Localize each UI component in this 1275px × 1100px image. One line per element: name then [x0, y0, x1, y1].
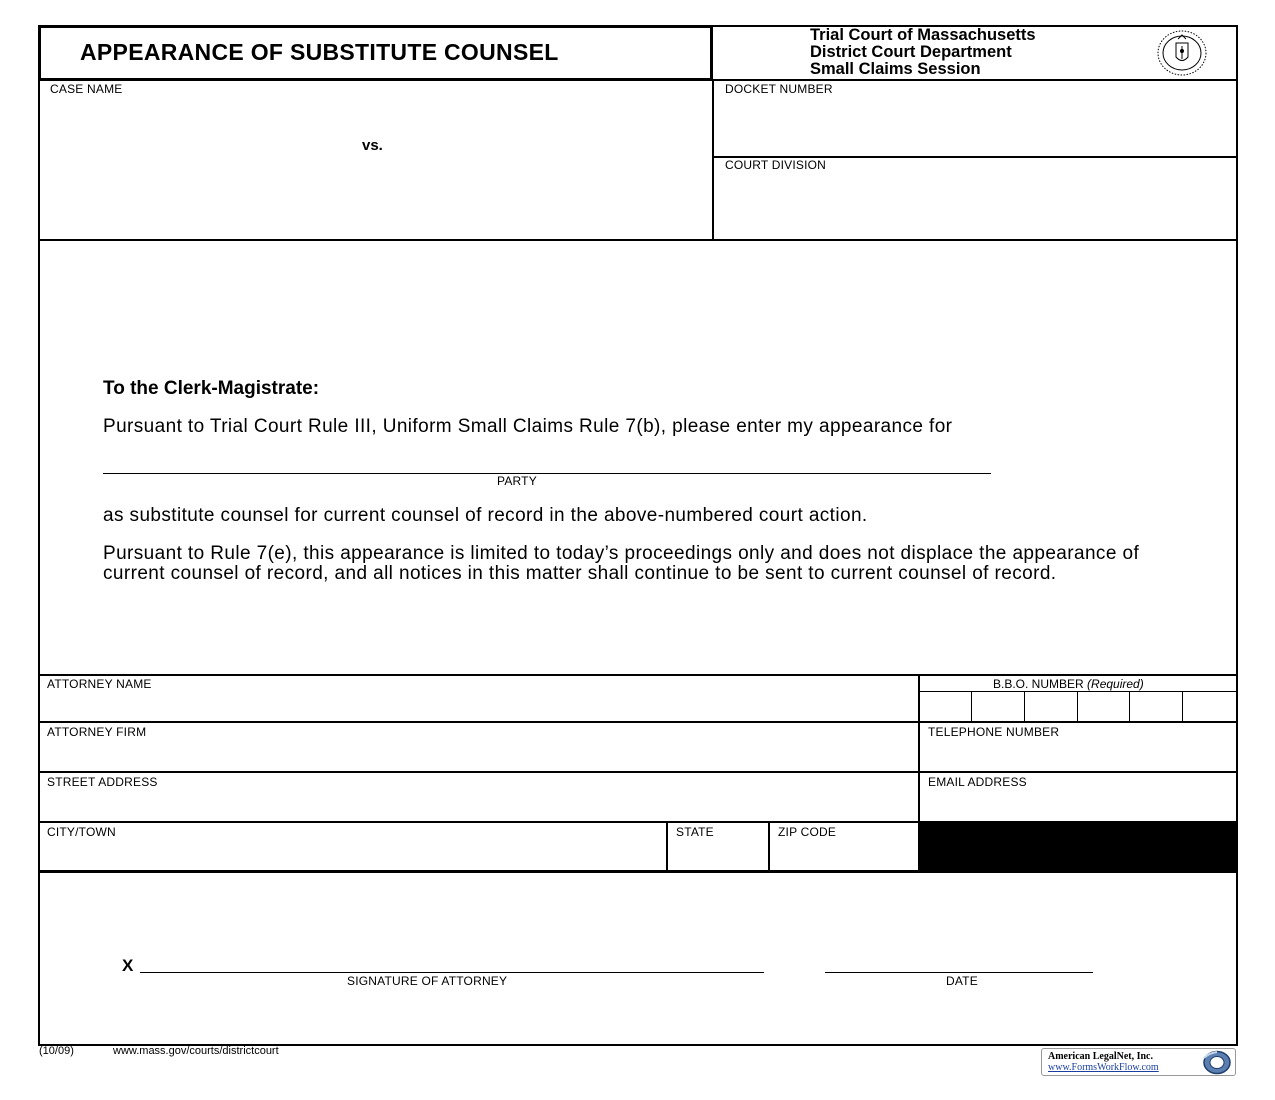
- state-field[interactable]: [672, 841, 768, 869]
- blacked-out-cell: [919, 822, 1238, 872]
- publisher-url[interactable]: www.FormsWorkFlow.com: [1048, 1062, 1159, 1073]
- city-town-field[interactable]: [45, 841, 664, 869]
- publisher-badge[interactable]: [1041, 1048, 1236, 1076]
- versus-text: vs.: [362, 137, 383, 154]
- court-name: Trial Court of Massachusetts: [810, 26, 1036, 44]
- massachusetts-seal-icon: [1155, 29, 1209, 77]
- revision-date: (10/09): [39, 1045, 74, 1057]
- state-label: STATE: [676, 825, 714, 839]
- attorney-firm-label: ATTORNEY FIRM: [47, 725, 147, 739]
- bbo-number-field[interactable]: [922, 693, 1238, 721]
- party-label: PARTY: [497, 474, 537, 488]
- substitute-counsel-paragraph: as substitute counsel for current counsel of record in the above-numbered court action.: [103, 505, 868, 526]
- appearance-paragraph: Pursuant to Trial Court Rule III, Uniform Small Claims Rule 7(b), please enter my appearance for: [103, 416, 953, 437]
- court-session: Small Claims Session: [810, 60, 981, 78]
- street-line: [38, 771, 1238, 773]
- case-divider: [712, 79, 714, 241]
- signature-x-mark: X: [122, 956, 134, 975]
- publisher-name: American LegalNet, Inc.: [1048, 1051, 1153, 1062]
- case-bottom-line: [38, 239, 1238, 241]
- telephone-label: TELEPHONE NUMBER: [928, 725, 1060, 739]
- salutation: To the Clerk-Magistrate:: [103, 378, 320, 399]
- attorney-top-line: [38, 674, 1238, 676]
- case-name-label: CASE NAME: [50, 82, 123, 96]
- email-address-field[interactable]: [924, 791, 1236, 820]
- docket-number-field[interactable]: [720, 100, 1234, 152]
- attorney-name-label: ATTORNEY NAME: [47, 677, 152, 691]
- city-town-label: CITY/TOWN: [47, 825, 116, 839]
- publisher-logo-icon: [1200, 1050, 1232, 1075]
- signature-label: SIGNATURE OF ATTORNEY: [347, 974, 508, 988]
- attorney-firm-field[interactable]: [45, 741, 917, 770]
- case-name-field[interactable]: [45, 100, 709, 232]
- bbo-required-text: (Required): [1087, 677, 1144, 691]
- bbo-label-text: B.B.O. NUMBER: [993, 677, 1084, 691]
- street-address-field[interactable]: [45, 791, 917, 820]
- date-label: DATE: [946, 974, 978, 988]
- firm-line: [38, 721, 1238, 723]
- court-division-label: COURT DIVISION: [725, 158, 827, 172]
- docket-number-label: DOCKET NUMBER: [725, 82, 833, 96]
- bbo-label: [993, 677, 1144, 691]
- date-field[interactable]: [825, 945, 1097, 973]
- email-address-label: EMAIL ADDRESS: [928, 775, 1027, 789]
- street-address-label: STREET ADDRESS: [47, 775, 158, 789]
- court-division-field[interactable]: [720, 176, 1234, 236]
- signature-field[interactable]: [140, 945, 768, 973]
- court-department: District Court Department: [810, 43, 1012, 61]
- attorney-name-field[interactable]: [45, 693, 917, 720]
- form-title: APPEARANCE OF SUBSTITUTE COUNSEL: [80, 39, 559, 65]
- zip-divider: [768, 821, 770, 871]
- telephone-field[interactable]: [924, 741, 1236, 770]
- zip-code-field[interactable]: [774, 841, 918, 869]
- state-divider: [666, 821, 668, 871]
- bbo-label-line: [919, 691, 1237, 692]
- court-website: www.mass.gov/courts/districtcourt: [113, 1045, 279, 1057]
- limited-appearance-paragraph: Pursuant to Rule 7(e), this appearance is limited to today’s proceedings only and does not displace the appearance of current counsel of record, and all notices in this matter shall continue to be sent to current counsel of record.: [103, 543, 1140, 584]
- zip-code-label: ZIP CODE: [778, 825, 837, 839]
- party-field[interactable]: [103, 448, 995, 474]
